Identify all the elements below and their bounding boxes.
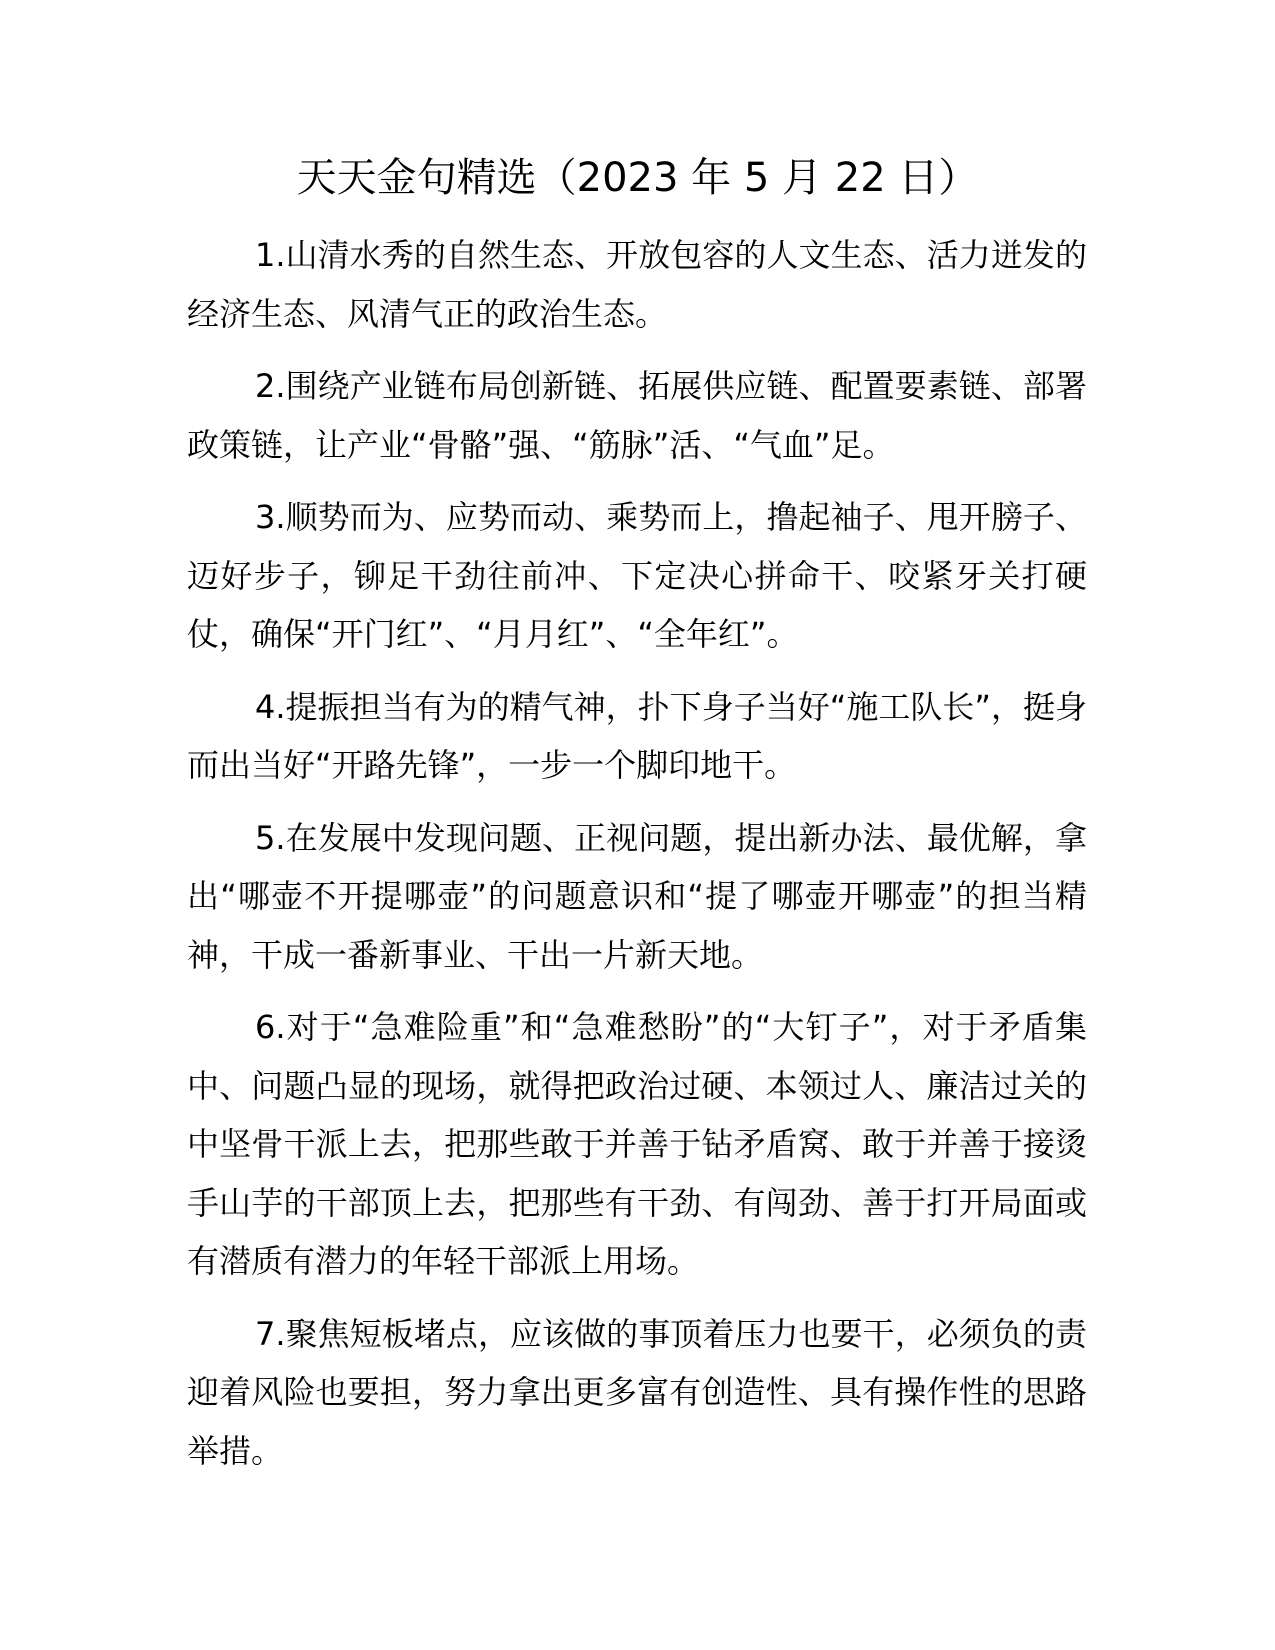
document-title: 天天金句精选（2023 年 5 月 22 日）	[296, 155, 979, 201]
paragraph-4: 4.提振担当有为的精气神，扑下身子当好“施工队长”，挺身而出当好“开路先锋”，一步一个脚印地干。	[187, 687, 1087, 784]
paragraph-6: 6.对于“急难险重”和“急难愁盼”的“大钉子”，对于矛盾集中、问题凸显的现场，就得把政治过硬、本领过人、廉洁过关的中坚骨干派上去，把那些敢于并善于钻矛盾窝、敢于并善于接烫手山芋的干部顶上去，把那些有干劲、有闯劲、善于打开局面或有潜质有潜力的年轻干部派上用场。	[187, 1008, 1087, 1280]
paragraph-2: 2.围绕产业链布局创新链、拓展供应链、配置要素链、部署政策链，让产业“骨骼”强、“筋脉”活、“气血”足。	[187, 367, 1087, 464]
document-body	[187, 226, 1087, 1494]
paragraph-5: 5.在发展中发现问题、正视问题，提出新办法、最优解，拿出“哪壶不开提哪壶”的问题意识和“提了哪壶开哪壶”的担当精神，干成一番新事业、干出一片新天地。	[187, 818, 1087, 974]
paragraph-3: 3.顺势而为、应势而动、乘势而上，撸起袖子、甩开膀子、迈好步子，铆足干劲往前冲、下定决心拼命干、咬紧牙关打硬仗，确保“开门红”、“月月红”、“全年红”。	[187, 498, 1087, 653]
paragraph-7: 7.聚焦短板堵点，应该做的事顶着压力也要干，必须负的责迎着风险也要担，努力拿出更多富有创造性、具有操作性的思路举措。	[187, 1314, 1087, 1470]
paragraph-1: 1.山清水秀的自然生态、开放包容的人文生态、活力迸发的经济生态、风清气正的政治生态。	[187, 236, 1087, 333]
